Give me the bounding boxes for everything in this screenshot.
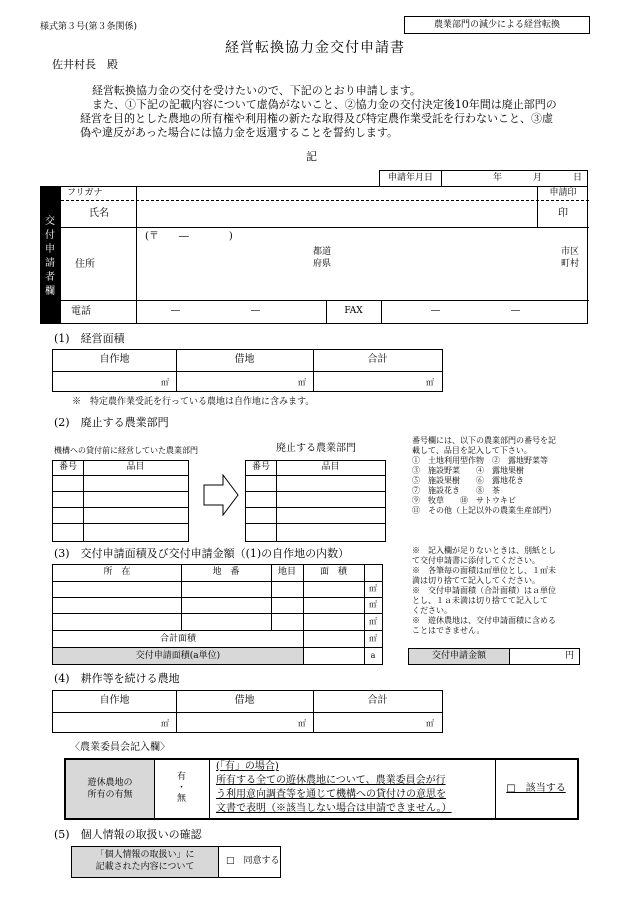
s2-info-line: 載して、品目を記入して下さい。 — [412, 446, 532, 455]
s2-info-line: ⑤ 施設果樹 ⑥ 露地花き — [412, 476, 524, 485]
intro-para2c: 偽や違反があった場合には協力金を返還することを誓約します。 — [80, 126, 399, 139]
category-box: 農業部門の減少による経営転換 — [404, 16, 590, 34]
s1-col-owned: 自作地 — [99, 354, 130, 365]
furigana-label: フリガナ — [67, 188, 103, 198]
agree-checkbox[interactable]: □ 同意する — [226, 856, 280, 866]
date-row — [379, 170, 588, 187]
s3-col-type: 地目 — [277, 567, 296, 577]
todo-label: 都道 — [313, 247, 332, 257]
intro-para1: 経営転換協力金の交付を受けたいので、下記のとおり申請します。 — [92, 84, 421, 97]
s2-info-line: ③ 施設野菜 ④ 露地果樹 — [412, 466, 524, 475]
no-label: 無 — [176, 794, 186, 804]
yes-no-dot: ・ — [176, 783, 186, 793]
intro-para2b: 経営を目的とした農地の所有権や利用権の新たな取得及び特定農作業受託を行わないこと、③虚 — [80, 112, 553, 125]
fax-dash-1: ― — [431, 306, 440, 316]
apply-area-label: 交付申請面積(a単位) — [135, 651, 221, 661]
choson-label: 町村 — [561, 259, 580, 269]
month-label: 月 — [533, 173, 543, 183]
s2-left-caption: 機構への貸付前に経営していた農業部門 — [54, 446, 198, 455]
ki-mark: 記 — [306, 150, 317, 163]
seal-mark: 印 — [558, 208, 568, 219]
s2-left-col-num: 番号 — [58, 462, 77, 472]
s4-unit-2: ㎡ — [298, 719, 306, 728]
fax-label: FAX — [344, 306, 363, 316]
s3-col-location: 所 在 — [103, 567, 131, 577]
privacy-label-2: 記載された内容について — [95, 862, 195, 872]
privacy-label-1: 「個人情報の取扱い」に — [95, 850, 195, 860]
s1-unit-3: ㎡ — [426, 378, 434, 387]
amount-box — [408, 648, 580, 665]
seal-label: 申請印 — [549, 188, 577, 198]
s4-col-total: 合計 — [367, 695, 388, 706]
s2-info-line: ⑦ 施設花き ⑧ 茶 — [412, 486, 500, 495]
day-label: 日 — [573, 173, 583, 183]
case-label: (「有」の場合) — [216, 761, 279, 772]
s3-notes — [412, 546, 556, 636]
s1-col-leased: 借地 — [234, 354, 255, 365]
s3-note-line: ※ 遊休農地は、交付申請面積に含める — [412, 616, 556, 625]
section3-table — [52, 564, 383, 665]
s4-col-owned: 自作地 — [99, 695, 130, 706]
s2-info-line: ① 土地利用型作物 ② 露地野菜等 — [412, 456, 548, 465]
committee-text-3: 文書で表明（※該当しない場合は申請できません。） — [216, 803, 452, 814]
s3-col-lot: 地 番 — [212, 567, 240, 577]
committee-label-cell — [66, 760, 154, 818]
s3-note-line: ※ 交付申請面積（合計面積）はａ単位 — [412, 586, 556, 595]
s2-info-line: 番号欄には、以下の農業部門の番号を記 — [412, 436, 556, 445]
fax-dash-2: ― — [511, 306, 520, 316]
s2-info-line: ⑨ 牧草 ⑩ サトウキビ — [412, 496, 516, 505]
applicable-checkbox[interactable]: □ 該当する — [506, 783, 566, 794]
applicant-block — [40, 186, 588, 324]
s3-unit-1: ㎡ — [369, 584, 377, 593]
fuken-label: 府県 — [313, 259, 332, 269]
year-label: 年 — [493, 173, 503, 183]
section1-table — [52, 349, 443, 392]
phone-label: 電話 — [71, 306, 91, 317]
s3-unit-2: ㎡ — [369, 600, 377, 609]
s1-col-total: 合計 — [367, 354, 388, 365]
phone-dash-2: ― — [251, 306, 260, 316]
s2-left-col-item: 品目 — [126, 462, 145, 472]
committee-text-1: 所有する全ての遊休農地について、農業委員会が行 — [216, 775, 446, 786]
committee-heading: 〈農業委員会記入欄〉 — [70, 742, 170, 753]
s2-right-caption: 廃止する農業部門 — [276, 443, 356, 454]
apply-unit: a — [370, 651, 376, 660]
section3-heading: (3) 交付申請面積及び交付申請金額（(1)の自作地の内数） — [54, 547, 350, 560]
arrow-right-icon — [203, 474, 239, 516]
s3-note-line: とし、１ａ未満は切り捨てて記入して — [412, 596, 548, 605]
s2-info — [412, 436, 556, 516]
section5-heading: (5) 個人情報の取扱いの確認 — [54, 828, 202, 841]
addressee: 佐井村長 殿 — [52, 58, 118, 71]
phone-dash-1: ― — [171, 306, 180, 316]
side-label: 交付申請者欄 — [45, 216, 55, 297]
intro-para2a: また、①下記の記載内容について虚偽がないこと、②協力金の交付決定後10年間は廃止部門の — [92, 98, 557, 111]
idle-land-label-2: 所有の有無 — [87, 790, 133, 800]
s3-col-area: 面 積 — [319, 567, 347, 577]
committee-table — [64, 758, 579, 820]
total-area-label: 合計面積 — [159, 634, 196, 644]
committee-text-2: う利用意向調査等を通じて機構への貸付けの意思を — [216, 789, 446, 800]
s3-note-line: ことはできません。 — [412, 626, 485, 635]
form-number: 様式第３号(第３条関係) — [40, 22, 138, 32]
s2-right-table — [245, 460, 386, 542]
idle-land-label-1: 遊休農地の — [87, 778, 133, 788]
s4-col-leased: 借地 — [234, 695, 255, 706]
s2-left-table — [52, 460, 189, 542]
section1-heading: (1) 経営面積 — [54, 332, 125, 345]
page-title: 経営転換協力金交付申請書 — [225, 40, 405, 56]
s3-note-line: て交付申請書に添付してください。 — [412, 556, 540, 565]
s2-right-col-item: 品目 — [321, 462, 340, 472]
date-label: 申請年月日 — [387, 173, 433, 183]
s3-note-line: ※ 記入欄が足りないときは、別紙とし — [412, 546, 556, 555]
s1-unit-2: ㎡ — [298, 378, 306, 387]
s3-unit-3: ㎡ — [369, 617, 377, 626]
s3-note-line: ※ 各筆毎の面積は㎡単位とし、１㎡未 — [412, 566, 556, 575]
address-label: 住所 — [75, 259, 95, 270]
s2-info-line: ⑪ その他（上記以外の農業生産部門） — [412, 506, 556, 515]
section4-table — [52, 690, 443, 733]
name-label: 氏名 — [89, 208, 109, 219]
section2-heading: (2) 廃止する農業部門 — [54, 416, 169, 429]
s3-unit-4: ㎡ — [369, 634, 377, 643]
section4-heading: (4) 耕作等を続ける農地 — [54, 672, 180, 685]
amount-label: 交付申請金額 — [431, 651, 486, 661]
s4-unit-1: ㎡ — [161, 719, 169, 728]
s3-note-line: 満は切り捨てて記入してください。 — [412, 576, 540, 585]
s3-note-line: ください。 — [412, 606, 452, 615]
section1-note: ※ 特定農作業受託を行っている農地は自作地に含みます。 — [72, 397, 315, 407]
s4-unit-3: ㎡ — [426, 719, 434, 728]
yes-label: 有 — [176, 772, 186, 782]
postal-code: (〒 ― ) — [145, 231, 233, 242]
s2-right-col-num: 番号 — [251, 462, 270, 472]
shiku-label: 市区 — [561, 247, 580, 257]
s1-unit-1: ㎡ — [161, 378, 169, 387]
section5-table — [71, 846, 281, 878]
amount-unit: 円 — [565, 651, 575, 661]
